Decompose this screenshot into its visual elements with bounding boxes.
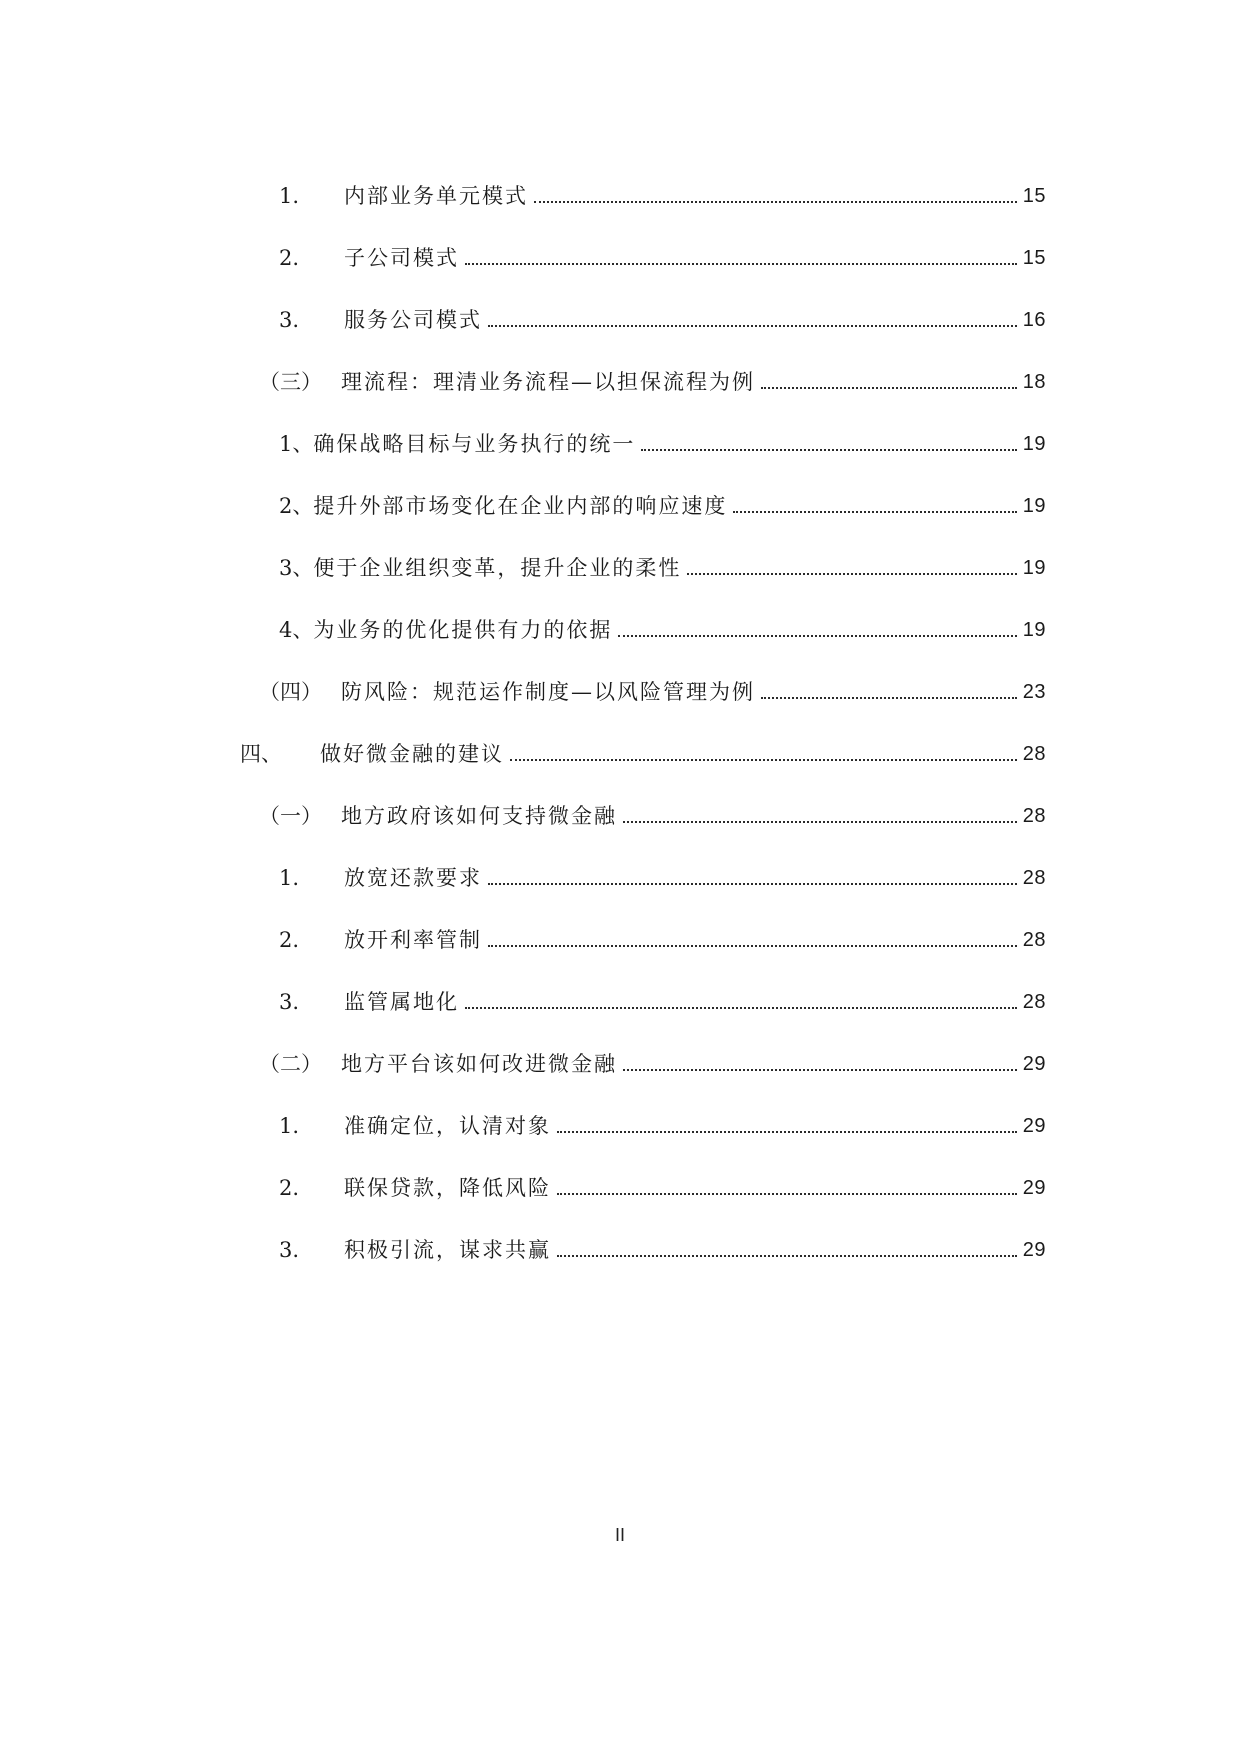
toc-entry-number: （四） [259, 680, 322, 704]
toc-entry-page: 16 [1022, 309, 1046, 331]
dot-leader [761, 697, 1017, 699]
toc-entry[interactable] [279, 232, 1046, 272]
toc-entry-number: 2、 [279, 494, 314, 518]
toc-entry-title: 内部业务单元模式 [344, 184, 528, 208]
toc-entry-number: 1、 [279, 432, 314, 456]
toc-entry-title: 准确定位，认清对象 [344, 1114, 551, 1138]
toc-entry[interactable] [279, 852, 1046, 892]
toc-entry-number: 3. [279, 308, 300, 332]
toc-entry[interactable] [279, 914, 1046, 954]
dot-leader [465, 263, 1017, 265]
toc-entry-number: 4、 [279, 618, 314, 642]
dot-leader [641, 449, 1016, 451]
toc-entry-page: 19 [1022, 619, 1046, 641]
toc-entry[interactable] [259, 356, 1046, 396]
toc-entry[interactable] [259, 1038, 1046, 1078]
toc-entry-page: 28 [1022, 743, 1046, 765]
toc-entry-page: 18 [1022, 371, 1046, 393]
toc-entry-page: 19 [1022, 433, 1046, 455]
dot-leader [687, 573, 1016, 575]
toc-entry[interactable] [279, 480, 1046, 520]
toc-entry-title: 联保贷款，降低风险 [344, 1176, 551, 1200]
toc-entry-title: 地方政府该如何支持微金融 [341, 804, 617, 828]
dot-leader [488, 325, 1017, 327]
toc-entry[interactable] [279, 976, 1046, 1016]
toc-entry-number: （三） [259, 370, 322, 394]
toc-entry-title: 为业务的优化提供有力的依据 [313, 618, 613, 642]
dot-leader [510, 759, 1017, 761]
toc-entry-number: 1. [279, 1114, 300, 1138]
toc-entry-number: （二） [259, 1052, 322, 1076]
toc-entry-page: 15 [1022, 185, 1046, 207]
toc-entry[interactable] [279, 1224, 1046, 1264]
toc-entry-number: 3. [279, 990, 300, 1014]
toc-entry[interactable] [259, 790, 1046, 830]
dot-leader [465, 1007, 1017, 1009]
toc-entry-number: （一） [259, 804, 322, 828]
dot-leader [534, 201, 1017, 203]
toc-entry-title: 做好微金融的建议 [320, 742, 504, 766]
toc-entry-title: 子公司模式 [344, 246, 459, 270]
dot-leader [488, 883, 1017, 885]
toc-entry-number: 2. [279, 1176, 300, 1200]
toc-entry-page: 28 [1022, 929, 1046, 951]
toc-entry-title: 便于企业组织变革，提升企业的柔性 [313, 556, 682, 580]
dot-leader [557, 1193, 1017, 1195]
toc-entry-number: 2. [279, 246, 300, 270]
dot-leader [488, 945, 1017, 947]
toc-entry-number: 四、 [240, 742, 282, 766]
toc-entry-title: 地方平台该如何改进微金融 [341, 1052, 617, 1076]
toc-entry-number: 2. [279, 928, 300, 952]
dot-leader [557, 1255, 1017, 1257]
toc-entry-title: 监管属地化 [344, 990, 459, 1014]
toc-entry[interactable] [279, 294, 1046, 334]
toc-entry-number: 1. [279, 184, 300, 208]
toc-entry[interactable] [279, 1162, 1046, 1202]
toc-entry-number: 3、 [279, 556, 314, 580]
dot-leader [623, 1069, 1017, 1071]
toc-entry-page: 29 [1022, 1115, 1046, 1137]
toc-entry[interactable] [259, 666, 1046, 706]
toc-entry-title: 放宽还款要求 [344, 866, 482, 890]
dot-leader [623, 821, 1017, 823]
toc-entry-title: 积极引流，谋求共赢 [344, 1238, 551, 1262]
page-number-footer: II [614, 1525, 625, 1545]
toc-entry-title: 提升外部市场变化在企业内部的响应速度 [313, 494, 728, 518]
toc-entry[interactable] [279, 418, 1046, 458]
toc-entry[interactable] [279, 542, 1046, 582]
toc-entry-number: 1. [279, 866, 300, 890]
toc-entry-page: 28 [1022, 867, 1046, 889]
toc-entry-page: 23 [1022, 681, 1046, 703]
toc-entry-title: 服务公司模式 [344, 308, 482, 332]
toc-entry-title: 放开利率管制 [344, 928, 482, 952]
toc-entry-page: 19 [1022, 495, 1046, 517]
toc-entry-page: 29 [1022, 1177, 1046, 1199]
toc-entry-title: 防风险：规范运作制度—以风险管理为例 [341, 680, 755, 704]
dot-leader [733, 511, 1016, 513]
dot-leader [557, 1131, 1017, 1133]
toc-entry[interactable] [279, 170, 1046, 210]
toc-entry[interactable] [279, 604, 1046, 644]
dot-leader [761, 387, 1017, 389]
toc-entry-title: 确保战略目标与业务执行的统一 [313, 432, 636, 456]
toc-entry-page: 28 [1022, 991, 1046, 1013]
toc-entry-page: 19 [1022, 557, 1046, 579]
toc-entry-page: 28 [1022, 805, 1046, 827]
dot-leader [618, 635, 1016, 637]
toc-entry-title: 理流程：理清业务流程—以担保流程为例 [341, 370, 755, 394]
toc-entry-page: 15 [1022, 247, 1046, 269]
toc-entry[interactable] [240, 728, 1046, 768]
toc-entry-page: 29 [1022, 1053, 1046, 1075]
toc-entry-page: 29 [1022, 1239, 1046, 1261]
toc-entry-number: 3. [279, 1238, 300, 1262]
toc-entry[interactable] [279, 1100, 1046, 1140]
